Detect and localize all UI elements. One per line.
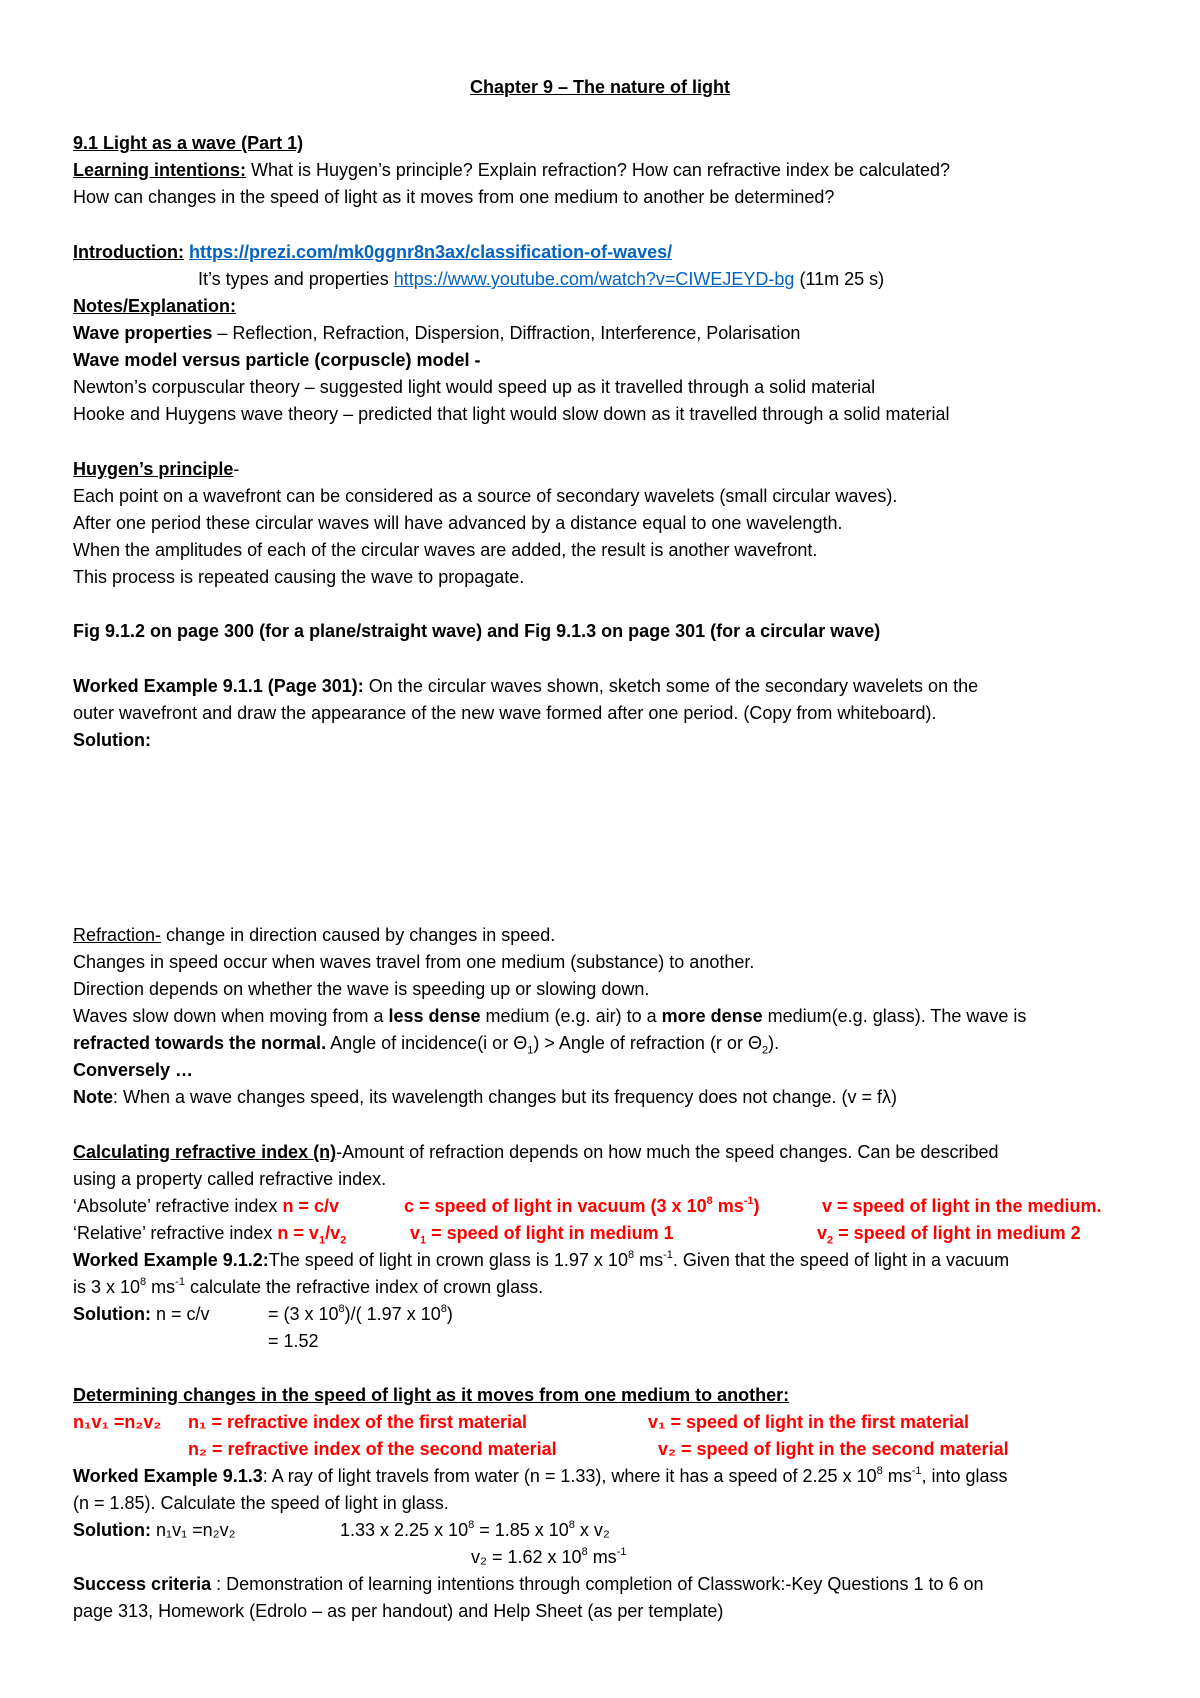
n1-definition: n₁ = refractive index of the first material — [188, 1412, 528, 1432]
theta-2: Θ — [747, 1033, 762, 1053]
c-def-unit: ms — [712, 1196, 744, 1216]
learning-intentions-line2: How can changes in the speed of light as it moves from one medium to another be determined? — [73, 187, 835, 207]
worked-example-3 — [73, 1465, 1008, 1487]
we2-solution-label: Solution: — [73, 1304, 151, 1324]
we3-step2exp2: -1 — [616, 1546, 627, 1558]
v2-definition — [817, 1222, 1081, 1247]
c-def-exp: 8 — [706, 1195, 713, 1207]
v2-sub: 2 — [827, 1234, 834, 1247]
theta-1: Θ — [513, 1033, 528, 1053]
we3-step2a: v₂ = 1.62 x 10 — [471, 1547, 582, 1567]
we3-step2exp: 8 — [581, 1546, 588, 1558]
refracted-towards-normal: refracted towards the normal. — [73, 1033, 327, 1053]
introduction-label: Introduction: — [73, 242, 184, 262]
refractive-index-intro — [73, 1141, 999, 1163]
v1-text: = speed of light in medium 1 — [426, 1223, 674, 1243]
speed-equation: n₁v₁ =n₂v₂ — [73, 1412, 162, 1432]
relative-ri — [73, 1222, 347, 1247]
refraction-note — [73, 1086, 897, 1108]
refraction-def-text: change in direction caused by changes in speed. — [161, 925, 556, 945]
refraction-line4 — [73, 1005, 1026, 1027]
we3-step1b: = 1.85 x 10 — [474, 1520, 569, 1540]
absolute-v-definition: v = speed of light in the medium. — [822, 1196, 1102, 1216]
worked-example-1-line2: outer wavefront and draw the appearance of the new wave formed after one period. (Copy from whiteboard). — [73, 703, 937, 723]
learning-intentions-label: Learning intentions: — [73, 160, 246, 180]
speed-change-heading: Determining changes in the speed of light as it moves from one medium to another: — [73, 1385, 790, 1405]
v2-text: = speed of light in medium 2 — [833, 1223, 1081, 1243]
refractive-index-heading: Calculating refractive index (n) — [73, 1142, 337, 1162]
absolute-ri — [73, 1195, 339, 1217]
c-def-unit-exp: -1 — [743, 1195, 754, 1207]
huygens-line4: This process is repeated causing the wave to propagate. — [73, 567, 525, 587]
worked-example-2 — [73, 1249, 1009, 1271]
learning-intentions-text: What is Huygen’s principle? Explain refraction? How can refractive index be calculated? — [246, 160, 951, 180]
types-properties — [198, 268, 884, 290]
types-properties-text: It’s types and properties — [198, 269, 394, 289]
refraction-heading: Refraction- — [73, 925, 162, 945]
success-criteria — [73, 1573, 984, 1595]
v1-material-definition: v₁ = speed of light in the first material — [648, 1412, 970, 1432]
rel-sub2: 2 — [340, 1234, 347, 1247]
v1-symbol: v — [410, 1223, 421, 1243]
refraction-l5b: Angle of incidence(i or — [326, 1033, 514, 1053]
we3-step2b: ms — [587, 1547, 617, 1567]
we2-b: ms — [634, 1250, 664, 1270]
rel-slash: /v — [325, 1223, 341, 1243]
success-criteria-label: Success criteria — [73, 1574, 212, 1594]
we3-solution-step1 — [340, 1519, 610, 1541]
rel-n: n = v — [277, 1223, 319, 1243]
huygens-heading-line — [73, 458, 239, 480]
worked-example-2-label: Worked Example 9.1.2: — [73, 1250, 269, 1270]
success-criteria-text: : Demonstration of learning intentions through completion of Classwork:-Key Questions 1 to 6 on — [211, 1574, 984, 1594]
we3-solution-step2 — [471, 1546, 626, 1568]
worked-example-3-line2: (n = 1.85). Calculate the speed of light in glass. — [73, 1493, 449, 1513]
we2-l2exp: 8 — [140, 1276, 147, 1288]
figure-reference: Fig 9.1.2 on page 300 (for a plane/straight wave) and Fig 9.1.3 on page 301 (for a circular wave) — [73, 621, 881, 641]
we2-solution-eq: n = c/v — [150, 1304, 210, 1324]
v1-sub: 1 — [420, 1234, 427, 1247]
refraction-l5d: ). — [768, 1033, 780, 1053]
relative-ri-formula — [277, 1223, 347, 1247]
we2-step1exp: 8 — [338, 1303, 345, 1315]
absolute-c-definition — [404, 1195, 760, 1217]
absolute-ri-label: ‘Absolute’ refractive index — [73, 1196, 283, 1216]
prezi-link[interactable]: https://prezi.com/mk0ggnr8n3ax/classification-of-waves/ — [189, 242, 673, 262]
refraction-l5c: ) > Angle of refraction (r or — [533, 1033, 748, 1053]
wave-properties — [73, 322, 800, 344]
refraction-definition — [73, 924, 555, 946]
huygens-line1: Each point on a wavefront can be considered as a source of secondary wavelets (small circular waves). — [73, 486, 898, 506]
less-dense: less dense — [388, 1006, 481, 1026]
we2-step1b: )/( 1.97 x 10 — [344, 1304, 441, 1324]
note-text: : When a wave changes speed, its wavelength changes but its frequency does not change. (v = fλ) — [113, 1087, 897, 1107]
c-def-close: ) — [753, 1196, 760, 1216]
refraction-line3: Direction depends on whether the wave is speeding up or slowing down. — [73, 979, 650, 999]
we3-a: : A ray of light travels from water (n = 1.33), where it has a speed of 2.25 x 10 — [262, 1466, 877, 1486]
we2-exp2: -1 — [663, 1249, 673, 1261]
we2-l2b: ms — [146, 1277, 176, 1297]
worked-example-1-text: On the circular waves shown, sketch some of the secondary wavelets on the — [363, 676, 979, 696]
success-criteria-line2: page 313, Homework (Edrolo – as per handout) and Help Sheet (as per template) — [73, 1601, 724, 1621]
v1-definition — [410, 1222, 674, 1247]
we3-c: , into glass — [921, 1466, 1008, 1486]
huygens-dash: - — [233, 459, 240, 479]
we3-exp2: -1 — [911, 1465, 922, 1477]
we2-solution — [73, 1303, 210, 1325]
we2-l2exp2: -1 — [175, 1276, 185, 1288]
we3-exp: 8 — [876, 1465, 883, 1477]
we3-step1c: x v₂ — [574, 1520, 610, 1540]
wave-properties-label: Wave properties — [73, 323, 213, 343]
introduction — [73, 241, 672, 263]
relative-ri-label: ‘Relative’ refractive index — [73, 1223, 278, 1243]
we2-step1exp2: 8 — [440, 1303, 447, 1315]
we3-step1exp: 8 — [468, 1519, 475, 1531]
section-heading: 9.1 Light as a wave (Part 1) — [73, 133, 304, 153]
we2-exp: 8 — [627, 1249, 635, 1261]
refraction-line2: Changes in speed occur when waves travel from one medium (substance) to another. — [73, 952, 755, 972]
we2-l2c: calculate the refractive index of crown glass. — [184, 1277, 544, 1297]
worked-example-2-line2 — [73, 1276, 543, 1298]
we2-a: The speed of light in crown glass is 1.97 x 10 — [268, 1250, 628, 1270]
worked-example-1-solution: Solution: — [73, 730, 151, 750]
refraction-l4c: medium (e.g. air) to a — [480, 1006, 662, 1026]
worked-example-1-label: Worked Example 9.1.1 (Page 301): — [73, 676, 364, 696]
model-heading: Wave model versus particle (corpuscle) model - — [73, 350, 481, 370]
v2-symbol: v — [817, 1223, 828, 1243]
v2-material-definition: v₂ = speed of light in the second material — [658, 1439, 1009, 1459]
we2-l2a: is 3 x 10 — [73, 1277, 141, 1297]
huygens-line2: After one period these circular waves will have advanced by a distance equal to one wavelength. — [73, 513, 843, 533]
we2-solution-step1 — [268, 1303, 453, 1325]
refraction-l4e: medium(e.g. glass). The wave is — [762, 1006, 1027, 1026]
we2-step1c: ) — [446, 1304, 453, 1324]
c-def-text: c = speed of light in vacuum (3 x 10 — [404, 1196, 707, 1216]
we3-step1a: 1.33 x 2.25 x 10 — [340, 1520, 469, 1540]
absolute-ri-formula: n = c/v — [282, 1196, 339, 1216]
we3-solution-label: Solution: — [73, 1520, 151, 1540]
more-dense: more dense — [661, 1006, 763, 1026]
refraction-l4a: Waves slow down when moving from a — [73, 1006, 389, 1026]
we3-solution-eq: n₁v₁ =n₂v₂ — [150, 1520, 236, 1540]
conversely: Conversely … — [73, 1060, 194, 1080]
we2-solution-step2: = 1.52 — [268, 1331, 319, 1351]
wave-properties-text: – Reflection, Refraction, Dispersion, Diffraction, Interference, Polarisation — [212, 323, 801, 343]
video-duration: (11m 25 s) — [794, 269, 885, 289]
theta-1-sub: 1 — [527, 1044, 534, 1057]
hooke-theory: Hooke and Huygens wave theory – predicted that light would slow down as it travelled through a solid material — [73, 404, 950, 424]
we2-step1a: = (3 x 10 — [268, 1304, 339, 1324]
we3-solution — [73, 1519, 236, 1541]
n2-definition: n₂ = refractive index of the second material — [188, 1439, 557, 1459]
refractive-index-line2: using a property called refractive index. — [73, 1169, 387, 1189]
worked-example-3-label: Worked Example 9.1.3 — [73, 1466, 263, 1486]
worked-example-1 — [73, 675, 978, 697]
huygens-heading: Huygen’s principle — [73, 459, 234, 479]
huygens-line3: When the amplitudes of each of the circular waves are added, the result is another wavefront. — [73, 540, 818, 560]
newton-theory: Newton’s corpuscular theory – suggested light would speed up as it travelled through a solid material — [73, 377, 876, 397]
youtube-link[interactable]: https://www.youtube.com/watch?v=CIWEJEYD-bg — [393, 269, 795, 289]
theta-2-sub: 2 — [761, 1044, 769, 1057]
note-label: Note — [73, 1087, 113, 1107]
learning-intentions — [73, 159, 950, 181]
page-title: Chapter 9 – The nature of light — [469, 77, 731, 97]
we2-c: . Given that the speed of light in a vacuum — [672, 1250, 1010, 1270]
rel-sub1: 1 — [318, 1234, 326, 1247]
refractive-index-text1: -Amount of refraction depends on how much the speed changes. Can be described — [336, 1142, 999, 1162]
refraction-line5 — [73, 1032, 780, 1057]
we3-step1exp2: 8 — [568, 1519, 575, 1531]
we3-b: ms — [882, 1466, 912, 1486]
notes-heading: Notes/Explanation: — [73, 296, 237, 316]
